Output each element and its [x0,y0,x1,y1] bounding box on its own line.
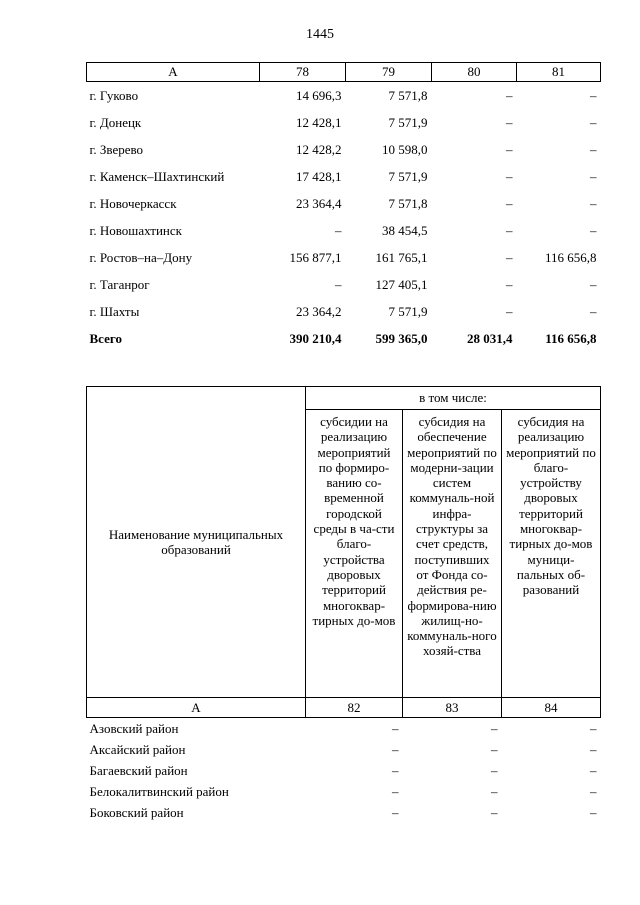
value-cell: 12 428,2 [296,141,342,157]
value-cell: – [590,276,597,292]
value-cell: – [506,249,513,265]
municipality-column-header: Наименование муниципальных образований [87,387,306,698]
value-cell: 161 765,1 [375,249,428,265]
column-number-row [87,698,601,718]
value-cell: 38 454,5 [382,222,428,238]
total-label: Всего [89,330,122,346]
subheader-cell: субсидии на реализацию мероприятий по формиро-ванию со-временной городской среды в ча-сти благо-устройства дворовых территорий многоквар-тирных до-мов [306,410,403,698]
table-row [87,163,601,190]
value-cell: – [491,762,498,778]
value-cell: – [590,783,597,799]
municipality-name: г. Каменск–Шахтинский [89,168,225,184]
district-name: Аксайский район [89,741,186,757]
municipality-name: г. Новочеркасск [89,195,177,211]
value-cell: 10 598,0 [382,141,428,157]
value-cell: – [491,804,498,820]
municipality-name: г. Ростов–на–Дону [89,249,193,265]
table-row [87,802,601,823]
municipality-name: г. Таганрог [89,276,150,292]
table1-header-cell: 80 [432,63,517,82]
value-cell: 7 571,9 [388,303,428,319]
municipality-name: г. Шахты [89,303,140,319]
value-cell: 7 571,8 [388,87,428,103]
value-cell: 23 364,2 [296,303,342,319]
district-name: Боковский район [89,804,184,820]
table-row [87,190,601,217]
value-cell: – [392,720,399,736]
group-header: в том числе: [306,387,601,410]
value-cell: – [491,741,498,757]
value-cell: – [491,720,498,736]
column-number: А [87,698,306,718]
municipality-name: г. Новошахтинск [89,222,182,238]
value-cell: – [506,114,513,130]
table1-header-cell: А [87,63,260,82]
value-cell: 7 571,8 [388,195,428,211]
subheader-cell: субсидия на реализацию мероприятий по благо-устройству дворовых территорий многоквар-тирных до-мов муници-пальных об-разований [502,410,601,698]
value-cell: – [392,783,399,799]
funding-table-2 [86,386,601,823]
value-cell: – [590,303,597,319]
page-number: 1445 [306,27,334,42]
value-cell: – [506,87,513,103]
value-cell: – [590,222,597,238]
value-cell: – [392,762,399,778]
value-cell: 7 571,9 [388,114,428,130]
table-row [87,109,601,136]
value-cell: – [590,720,597,736]
value-cell: – [392,804,399,820]
value-cell: – [590,804,597,820]
subheader-cell: субсидия на обеспечение мероприятий по модерни-зации систем коммуналь-ной инфра-структуры за счет средств, поступивших от Фонда со-действия ре-формирова-нию жилищ-но-коммуналь-ного хозяй-ства [403,410,502,698]
total-row [87,325,601,352]
value-cell: – [335,276,342,292]
value-cell: – [506,303,513,319]
table-row [87,739,601,760]
table1-header-cell: 81 [517,63,601,82]
value-cell: – [506,222,513,238]
value-cell: 127 405,1 [375,276,428,292]
value-cell: 7 571,9 [388,168,428,184]
table-row [87,244,601,271]
total-value: 390 210,4 [289,330,342,346]
value-cell: – [506,195,513,211]
table-row [87,82,601,110]
value-cell: 12 428,1 [296,114,342,130]
value-cell: 116 656,8 [544,249,597,265]
table-row [87,217,601,244]
total-value: 116 656,8 [545,330,597,346]
district-name: Белокалитвинский район [89,783,229,799]
table-row [87,781,601,802]
value-cell: 156 877,1 [289,249,342,265]
district-name: Багаевский район [89,762,188,778]
value-cell: – [590,141,597,157]
column-number: 83 [403,698,502,718]
value-cell: – [506,168,513,184]
value-cell: – [335,222,342,238]
table1-header-cell: 78 [260,63,346,82]
municipality-name: г. Зверево [89,141,144,157]
total-value: 599 365,0 [375,330,428,346]
value-cell: 23 364,4 [296,195,342,211]
table-row [87,760,601,781]
column-number: 84 [502,698,601,718]
municipality-name: г. Гуково [89,87,139,103]
table1-header-row [87,63,601,82]
value-cell: – [506,141,513,157]
value-cell: – [590,195,597,211]
funding-table-1 [86,62,601,352]
value-cell: 14 696,3 [296,87,342,103]
value-cell: – [590,168,597,184]
value-cell: – [491,783,498,799]
value-cell: – [590,741,597,757]
municipality-name: г. Донецк [89,114,142,130]
table-row [87,298,601,325]
table-row [87,136,601,163]
value-cell: – [506,276,513,292]
value-cell: 17 428,1 [296,168,342,184]
district-name: Азовский район [89,720,179,736]
table-row [87,718,601,740]
value-cell: – [590,114,597,130]
value-cell: – [590,762,597,778]
total-value: 28 031,4 [467,330,513,346]
table-row [87,271,601,298]
table1-header-cell: 79 [346,63,432,82]
value-cell: – [590,87,597,103]
value-cell: – [392,741,399,757]
column-number: 82 [306,698,403,718]
